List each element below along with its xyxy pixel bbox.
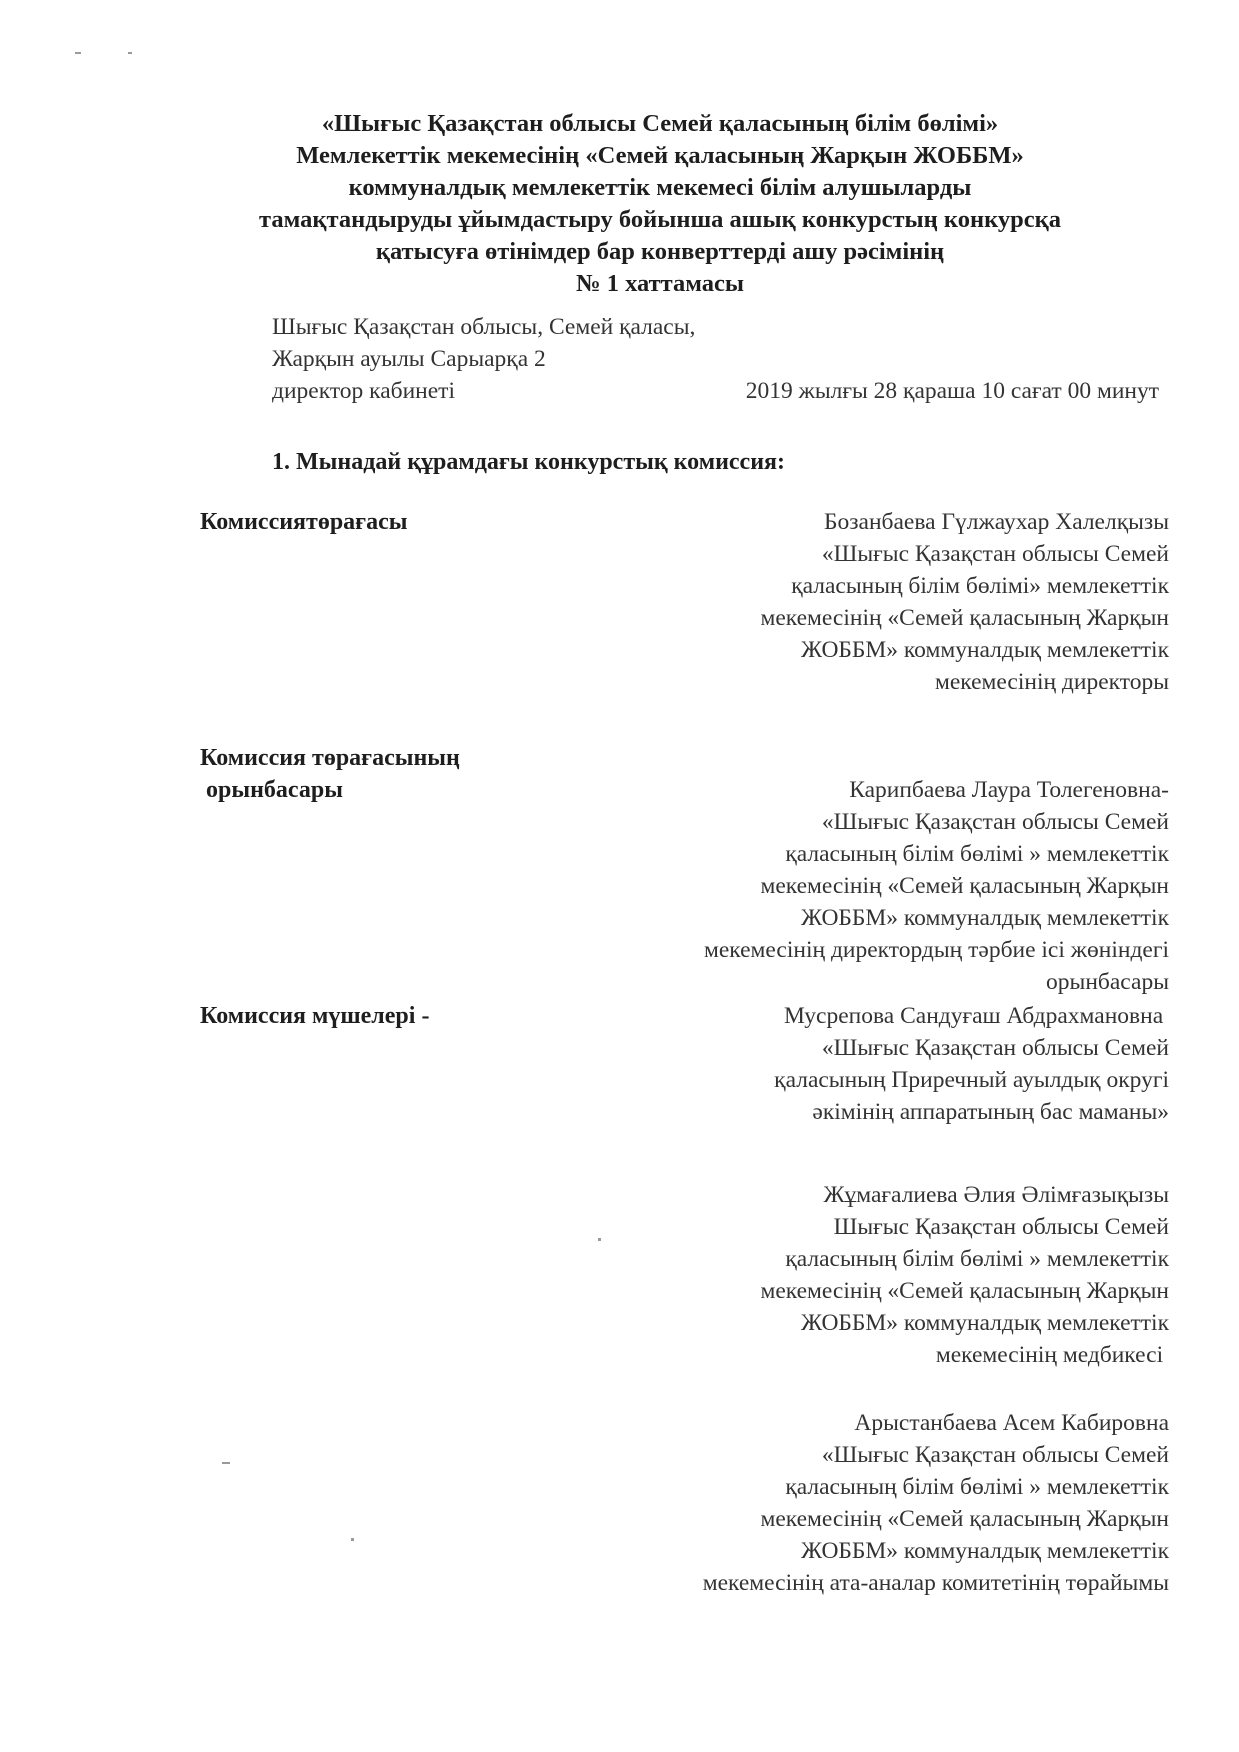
member-2-details	[469, 1179, 1169, 1371]
member-line: ЖОББМ» коммуналдық мемлекеттік	[800, 1310, 1169, 1336]
member-line: «Шығыс Қазақстан облысы Семей	[821, 1442, 1169, 1468]
member-line: Жұмағалиева Әлия Әлімғазықызы	[823, 1182, 1169, 1208]
member-line: мекемесінің «Семей қаласының Жарқын	[760, 1278, 1169, 1304]
scan-speck	[351, 1538, 354, 1541]
deputy-line: мекемесінің «Семей қаласының Жарқын	[760, 873, 1169, 899]
scan-speck	[128, 52, 132, 54]
chair-role-label: Комиссиятөрағасы	[200, 509, 408, 535]
member-line: қаласының білім бөлімі » мемлекеттік	[785, 1474, 1169, 1500]
member-line: әкімінің аппаратының бас маманы»	[812, 1099, 1169, 1125]
chair-details	[469, 506, 1169, 698]
deputy-line: мекемесінің директордың тәрбие ісі жөніндегі	[703, 937, 1169, 963]
member-line: қаласының Приречный ауылдық округі	[774, 1067, 1169, 1093]
deputy-line: Карипбаева Лаура Толегеновна-	[849, 777, 1169, 803]
member-line: Шығыс Қазақстан облысы Семей	[833, 1214, 1169, 1240]
deputy-line: «Шығыс Қазақстан облысы Семей	[821, 809, 1169, 835]
chair-line: «Шығыс Қазақстан облысы Семей	[821, 541, 1169, 567]
member-line: мекемесінің медбикесі	[935, 1342, 1169, 1368]
deputy-details	[469, 774, 1169, 998]
chair-line: қаласының білім бөлімі» мемлекеттік	[791, 573, 1169, 599]
members-role-label: Комиссия мүшелері -	[200, 1003, 430, 1029]
chair-line: ЖОББМ» коммуналдық мемлекеттік	[800, 637, 1169, 663]
title-line: № 1 хаттамасы	[575, 270, 745, 297]
meeting-datetime: 2019 жылғы 28 қараша 10 сағат 00 минут	[745, 378, 1159, 404]
scan-speck	[598, 1238, 601, 1241]
member-line: «Шығыс Қазақстан облысы Семей	[821, 1035, 1169, 1061]
meeting-place	[272, 311, 695, 407]
title-line: коммуналдық мемлекеттік мекемесі білім алушыларды	[348, 174, 972, 201]
scan-speck	[222, 1462, 230, 1464]
member-1-details	[469, 1000, 1169, 1128]
protocol-title	[150, 108, 1170, 300]
title-line: қатысуға өтінімдер бар конверттерді ашу рәсімінің	[375, 238, 945, 265]
place-line: директор кабинеті	[272, 378, 455, 404]
member-line: мекемесінің ата-аналар комитетінің төрайымы	[702, 1570, 1169, 1596]
chair-line: мекемесінің директоры	[934, 669, 1169, 695]
deputy-line: қаласының білім бөлімі » мемлекеттік	[785, 841, 1169, 867]
member-line: мекемесінің «Семей қаласының Жарқын	[760, 1506, 1169, 1532]
member-line: ЖОББМ» коммуналдық мемлекеттік	[800, 1538, 1169, 1564]
place-line: Жарқын ауылы Сарыарқа 2	[272, 346, 546, 372]
member-line: Мусрепова Сандуғаш Абдрахмановна	[784, 1003, 1169, 1029]
title-line: тамақтандыруды ұйымдастыру бойынша ашық конкурстың конкурсқа	[259, 206, 1061, 233]
title-line: Мемлекеттік мекемесінің «Семей қаласының Жарқын ЖОББМ»	[296, 142, 1024, 169]
deputy-line: орынбасары	[1046, 969, 1169, 995]
member-line: қаласының білім бөлімі » мемлекеттік	[785, 1246, 1169, 1272]
deputy-role-label: Комиссия төрағасының орынбасары	[200, 745, 460, 803]
member-3-details	[469, 1407, 1169, 1599]
deputy-line: ЖОББМ» коммуналдық мемлекеттік	[800, 905, 1169, 931]
member-line: Арыстанбаева Асем Кабировна	[854, 1410, 1169, 1436]
place-line: Шығыс Қазақстан облысы, Семей қаласы,	[272, 314, 696, 340]
scan-speck	[75, 52, 81, 54]
chair-line: Бозанбаева Гүлжаухар Халелқызы	[824, 509, 1169, 535]
title-line: «Шығыс Қазақстан облысы Семей қаласының білім бөлімі»	[321, 110, 999, 137]
chair-line: мекемесінің «Семей қаласының Жарқын	[760, 605, 1169, 631]
section-heading: 1. Мынадай құрамдағы конкурстық комиссия:	[272, 449, 786, 475]
